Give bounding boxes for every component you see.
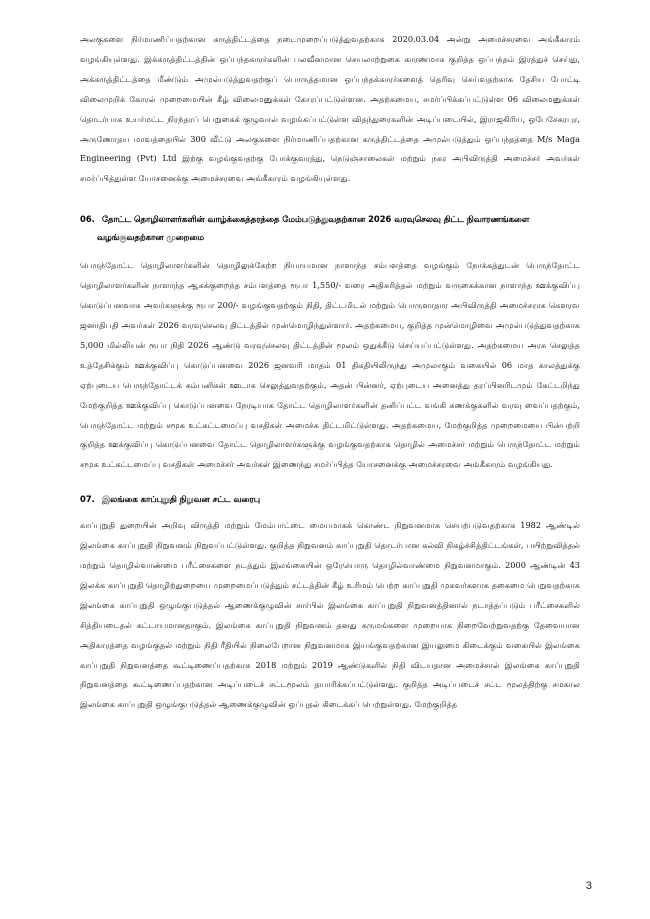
document-page bbox=[80, 30, 580, 715]
section-07-heading bbox=[80, 490, 580, 508]
section-07-title: இலங்கை காப்புறுதி நிறுவன சட்ட வரைபு bbox=[102, 494, 260, 505]
section-06-heading bbox=[80, 210, 580, 246]
section-07-number: 07. bbox=[80, 494, 95, 505]
section-06-title: தோட்ட தொழிலாளர்களின் வாழ்க்கைத்தரத்தை மேம்படுத்துவதற்கான 2026 வரவுசெலவு திட்ட நிவாரணங்களை வழங்குவதற்கான முறைமை bbox=[97, 214, 530, 243]
section-06-body: பெருந்தோட்ட தொழிலாளர்களின் தொழிலுக்கேற்ற நியாயமான நாளாந்த சம்பளத்தை வழங்கும் நோக்கத்துடன் பெருந்தோட்ட தொழிலாளர்களின் நாளாந்த ஆகக்குறைந்த சம்பளத்தை ரூபா 1,550/- வரை அதிகரித்தல் மற்றும் வருகைக்கான நாளாந்த ஊக்குவிப்பு கொடுப்பனவாக அவர்களுக்கு ரூபா 200/- வழங்குவதற்கும் நிதி, திட்டமிடல் மற்றும் பொருளாதார அபிவிருத்தி அமைச்சராக கௌரவ ஜனாதிபதி அவர்கள் 2026 வரவுசெலவு திட்டத்தில் முன்மொழிந்துள்ளார். அதற்கமைய, குறித்த முன்மொழிவை அமுல்படுத்துவதற்காக 5,000 மில்லியன் ரூபா நிதி 2026 ஆண்டு வரவுசெலவு திட்டத்தின் மூலம் ஒதுக்கீடு செய்யப்பட்டுள்ளது. அதற்கமைய அரசு செலுத்த உத்தேசிக்கும் ஊக்குவிப்பு கொடுப்பனவை 2026 ஜனவரி மாதம் 01 திகதியிலிருந்து அமுலாகும் வகையில் 06 மாத காலத்துக்கு ஏற்புடைய பெருந்தோட்டக் கம்பனிகள் ஊடாக செலுத்துவதற்கும், அதன் பின்னர், ஏற்புடைய அனைத்து தரப்பினரிடமும் கேட்டறிந்து மேற்குறித்த ஊக்குவிப்பு கொடுப்பனவை நேரடியாக தோட்ட தொழிலாளர்களின் தனிப்பட்ட வங்கி கணக்குகளில் வரவு வைப்பதற்கும், பெருந்தோட்ட மற்றும் சமூக உட்கட்டமைப்பு வசதிகள் அமைச்சு திட்டமிட்டுள்ளது. அதற்கமைய, மேற்குறித்த முறைமையை பின்பற்றி குறித்த ஊக்குவிப்பு கொடுப்பனவை தோட்ட தொழிலாளர்களுக்கு வழங்குவதற்காக தொழில் அமைச்சர் மற்றும் பெருந்தோட்ட மற்றும் சமூக உட்கட்டமைப்பு வசதிகள் அமைச்சர் அவர்கள் இணைந்து சமர்ப்பித்த யோசனைக்கு அமைச்சரவை அங்கீகாரம் வழங்கியது. bbox=[80, 260, 580, 470]
section-06-number: 06. bbox=[80, 214, 95, 225]
section-07-body: காப்புறுதி துறையின் அறிவு விருத்தி மற்றும் மேம்பாட்டை மையமாகக் கொண்ட நிறுவனமாக செயற்படுவதற்காக 1982 ஆண்டில் இலங்கை காப்புறுதி நிறுவனம் நிறுவப்பட்டுள்ளது. குறித்த நிறுவனம் காப்புறுதி தொடர்பான கல்வி நிகழ்ச்சித்திட்டங்கள், பயிற்றுவித்தல் மற்றும் தொழில்வாண்மை பரீட்சைகளை நடத்தும் இலங்கையின் ஒரேயொரு தொழில்வாண்மை நிறுவனமாகும். 2000 ஆண்டின் 43 இலக்க காப்புறுதி தொழிற்துறையை முறைமைப்படுத்தும் சட்டத்தின் கீழ் உரிமம் பெற்ற காப்புறுதி முகவர்களாக தகைமை பெறுவதற்காக இலங்கை காப்புறுதி ஒழுங்குபடுத்தல் ஆணைக்குழுவின் சார்பில் இலங்கை காப்புறுதி நிறுவனத்தினால் நடாத்தப்படும் பரீட்சைகளில் சித்தியடைதல் கட்டாயமானதாகும். இலங்கை காப்புறுதி நிறுவனம் தனது கருமங்களை முறையாக நிறைவேற்றுவதற்கு தேவையான அதிகாரத்தை வழங்குதல் மற்றும் நிதி ரீதியில் நிலைபேறான நிறுவனமாக இயங்குவதற்கான இயலுமை கிடைக்கும் வகையில் இலங்கை காப்புறுதி நிறுவனத்தை கூட்டிணைப்பதற்காக 2018 மற்றும் 2019 ஆண்டுகளில் நிதி விடயதான அமைச்சால் இலங்கை காப்புறுதி நிறுவனத்தை கூட்டிணைப்பதற்கான அடிப்படைச் சட்டமூலம் தயாரிக்கப்பட்டுள்ளது. குறித்த அடிப்படைச் சட்ட மூலத்திற்கு சமகால இலங்கை காப்புறுதி ஒழுங்குபடுத்தல் ஆணைக்குழுவின் ஒப்புதல் கிடைக்கப் பெற்றுள்ளது. மேற்குறித்த bbox=[80, 520, 580, 710]
page-number: 3 bbox=[585, 880, 592, 892]
intro-paragraph: அலகுகளை நிர்மாணிப்பதற்கான கருத்திட்டத்தை நடைமுறைப்படுத்துவதற்காக 2020.03.04 அன்று அமைச்சரவை அங்கீகாரம் வழங்கியுள்ளது. இக்கருத்திட்டத்தின் ஒப்பந்தகாரர்களின் பலவீனமான செயலாற்றுகை காரணமாக குறித்த ஒப்பந்தம் இரத்துச் செய்து, அக்கருத்திட்டத்தை மீண்டும் அமுல்படுத்துவதற்குப் பொருத்தமான ஒப்பந்தக்காரர்களைத் தெரிவு செய்வதற்காக தேசிய போட்டி விலைமுறிக் கோரல் முறைமையின் கீழ் விலைமனுக்கள் கோரப்பட்டுள்ளன. அதற்கமைய, சமர்ப்பிக்கப்பட்டுள்ள 06 விலைமனுக்கள் தொடர்பாக உயர்மட்ட நிரந்தரப் பெறுகைக் குழுவால் வழங்கப்பட்டுள்ள விதந்துரைகளின் அடிப்படையில், இராஜகிரிய, ஒபேசேகரபுர, அருணோதய மாவத்தையில் 300 வீட்டு அலகுகளை நிர்மாணிப்பதற்கான கருத்திட்டத்தை அமுல்படுத்தும் ஒப்பந்தத்தை M/s Maga Engineering (Pvt) Ltd இற்கு வழங்குவதற்கு போக்குவரத்து, நெடுஞ்சாலைகள் மற்றும் நகர அபிவிருத்தி அமைச்சர் அவர்கள் சமர்ப்பித்துள்ள யோசனைக்கு அமைச்சரவை அங்கீகாரம் வழங்கியுள்ளது. bbox=[80, 34, 580, 184]
